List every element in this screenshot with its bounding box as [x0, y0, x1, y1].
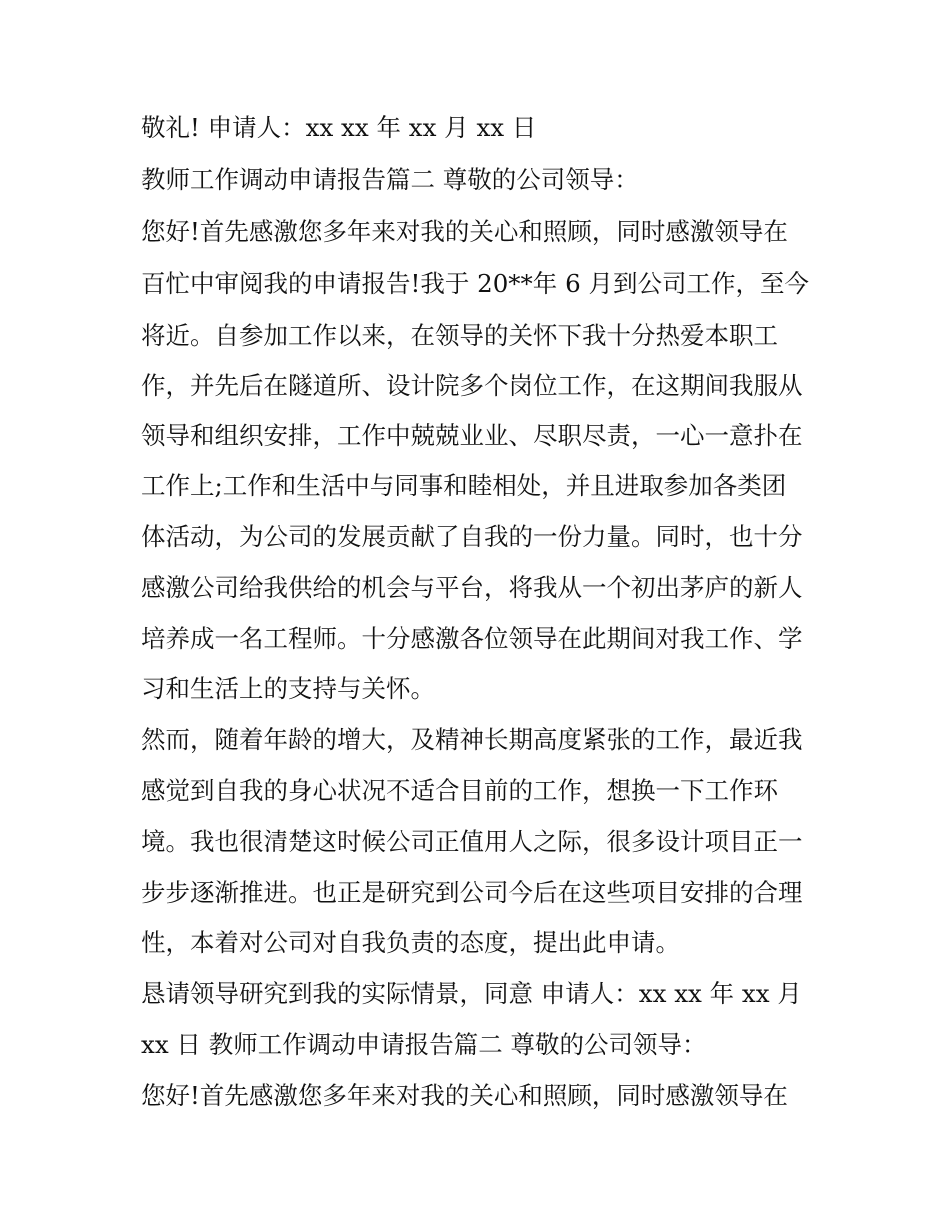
text-line-2: 教师工作调动申请报告篇二 尊敬的公司领导：	[141, 165, 639, 194]
text-line-11: 培养成一名工程师。十分感激各位领导在此期间对我工作、学	[141, 624, 803, 653]
text-line-1: 敬礼! 申请人：xx xx 年 xx 月 xx 日	[141, 113, 537, 142]
text-line-7: 领导和组织安排，工作中兢兢业业、尽职尽责，一心一意扑在	[141, 421, 803, 450]
text-line-12: 习和生活上的支持与关怀。	[141, 674, 435, 703]
text-line-10: 感激公司给我供给的机会与平台，将我从一个初出茅庐的新人	[141, 573, 803, 602]
text-line-15: 境。我也很清楚这时候公司正值用人之际，很多设计项目正一	[141, 827, 803, 856]
text-line-9: 体活动，为公司的发展贡献了自我的一份力量。同时，也十分	[141, 522, 803, 551]
text-line-3: 您好!首先感激您多年来对我的关心和照顾，同时感激领导在	[141, 217, 788, 246]
text-line-8: 工作上;工作和生活中与同事和睦相处，并且进取参加各类团	[141, 471, 787, 500]
text-line-5: 将近。自参加工作以来，在领导的关怀下我十分热爱本职工	[141, 321, 778, 350]
text-line-20: 您好!首先感激您多年来对我的关心和照顾，同时感激领导在	[141, 1081, 788, 1110]
text-line-14: 感觉到自我的身心状况不适合目前的工作，想换一下工作环	[141, 776, 778, 805]
text-line-16: 步步逐渐推进。也正是研究到公司今后在这些项目安排的合理	[141, 878, 803, 907]
text-line-6: 作，并先后在隧道所、设计院多个岗位工作，在这期间我服从	[141, 371, 803, 400]
text-line-17: 性，本着对公司对自我负责的态度，提出此申请。	[141, 928, 680, 957]
text-line-13: 然而，随着年龄的增大，及精神长期高度紧张的工作，最近我	[141, 725, 803, 754]
text-line-4: 百忙中审阅我的申请报告!我于 20**年 6 月到公司工作，至今	[141, 269, 809, 298]
text-line-18: 恳请领导研究到我的实际情景，同意 申请人：xx xx 年 xx 月	[141, 979, 802, 1008]
text-line-19: xx 日 教师工作调动申请报告篇二 尊敬的公司领导：	[141, 1030, 707, 1059]
